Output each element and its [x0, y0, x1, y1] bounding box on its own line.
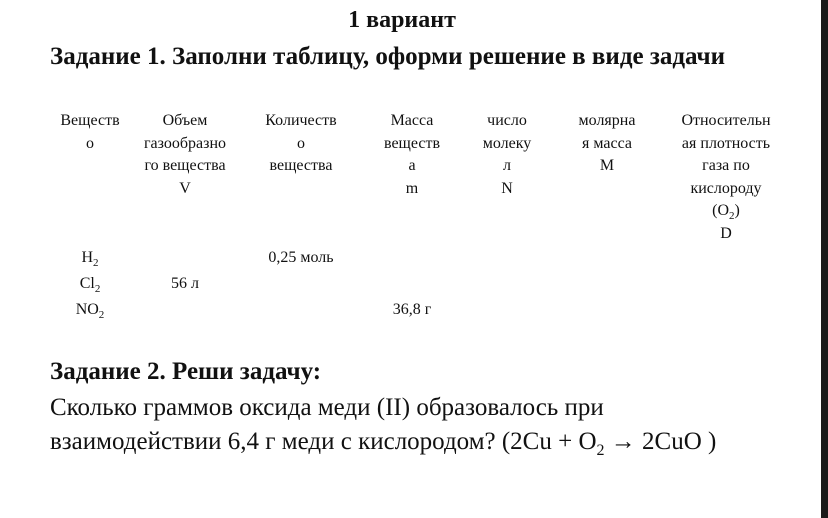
- molecules-cell: [462, 271, 552, 297]
- table-row: [50, 271, 790, 297]
- amount-cell: [240, 271, 362, 297]
- col-header-molecules: [462, 110, 552, 245]
- header-line: газообразно: [143, 134, 226, 152]
- header-line: m: [405, 179, 419, 197]
- header-line: вещества: [269, 157, 333, 174]
- formula-subscript: 2: [98, 308, 105, 321]
- formula-subscript: 2: [596, 442, 605, 459]
- header-line: о: [297, 134, 305, 152]
- mass-cell: [362, 271, 462, 297]
- task2-problem-text: [50, 391, 770, 459]
- header-line: кислороду: [690, 179, 762, 197]
- volume-cell: 56 л: [171, 274, 199, 292]
- formula-subscript: 2: [729, 210, 735, 222]
- substance-cell: [50, 271, 130, 297]
- table-row: [50, 297, 790, 323]
- molecules-cell: [462, 245, 552, 271]
- col-header-substance: [50, 110, 130, 245]
- header-line: Масса: [390, 112, 434, 129]
- table-row: [50, 245, 790, 271]
- header-line: Относительн: [681, 112, 771, 129]
- problem-text: Сколько граммов оксида меди (II) образовалось при взаимодействии 6,4 г меди с кислородом? (2Cu + O: [50, 394, 604, 455]
- amount-cell: 0,25 моль: [268, 248, 334, 266]
- formula: H: [81, 248, 94, 266]
- volume-cell: [130, 297, 240, 323]
- task1-heading: Задание 1. Заполни таблицу, оформи решение в виде задачи: [50, 43, 726, 70]
- header-line: Веществ: [60, 112, 120, 129]
- header-line: D: [720, 224, 732, 242]
- task2-heading: Задание 2. Реши задачу:: [50, 358, 322, 385]
- header-line: л: [503, 157, 511, 174]
- col-header-molar-mass: [552, 110, 662, 245]
- page-edge-shadow: [821, 0, 828, 518]
- amount-cell: [240, 297, 362, 323]
- header-line: а: [408, 157, 416, 174]
- mass-cell: [362, 245, 462, 271]
- molar-mass-cell: [552, 297, 662, 323]
- header-line: M: [599, 157, 615, 174]
- header-line: $(O_2)$: [712, 202, 740, 222]
- substance-cell: [50, 245, 130, 271]
- header-line: число: [487, 112, 527, 129]
- molar-mass-cell: [552, 271, 662, 297]
- formula-subscript: 2: [94, 282, 101, 295]
- header-line: веществ: [383, 134, 441, 152]
- col-header-mass: [362, 110, 462, 245]
- problem-text-end: → 2CuO ): [604, 428, 717, 455]
- variant-heading: 1 вариант: [348, 7, 456, 33]
- header-line: Объем: [162, 112, 208, 129]
- col-header-volume: [130, 110, 240, 245]
- header-line: молеку: [482, 134, 532, 152]
- molar-mass-cell: [552, 245, 662, 271]
- density-cell: [662, 271, 790, 297]
- mass-cell: 36,8 г: [392, 300, 432, 318]
- header-line: V: [179, 179, 191, 197]
- header-line: го вещества: [144, 157, 226, 174]
- header-line: о: [86, 134, 94, 152]
- header-line: газа по: [702, 157, 750, 174]
- volume-cell: [130, 245, 240, 271]
- substances-table: [50, 110, 790, 323]
- header-line: я масса: [582, 134, 632, 152]
- col-header-amount: [240, 110, 362, 245]
- header-line: молярна: [578, 112, 636, 129]
- substance-cell: [50, 297, 130, 323]
- formula-subscript: 2: [93, 256, 99, 269]
- density-cell: [662, 245, 790, 271]
- formula: NO: [75, 300, 99, 318]
- header-line: ая плотность: [681, 134, 771, 152]
- table-header-row: [50, 110, 790, 245]
- col-header-relative-density: [662, 110, 790, 245]
- formula: Cl: [79, 274, 95, 292]
- molecules-cell: [462, 297, 552, 323]
- header-line: Количеств: [265, 112, 337, 129]
- header-line: N: [501, 179, 513, 197]
- density-cell: [662, 297, 790, 323]
